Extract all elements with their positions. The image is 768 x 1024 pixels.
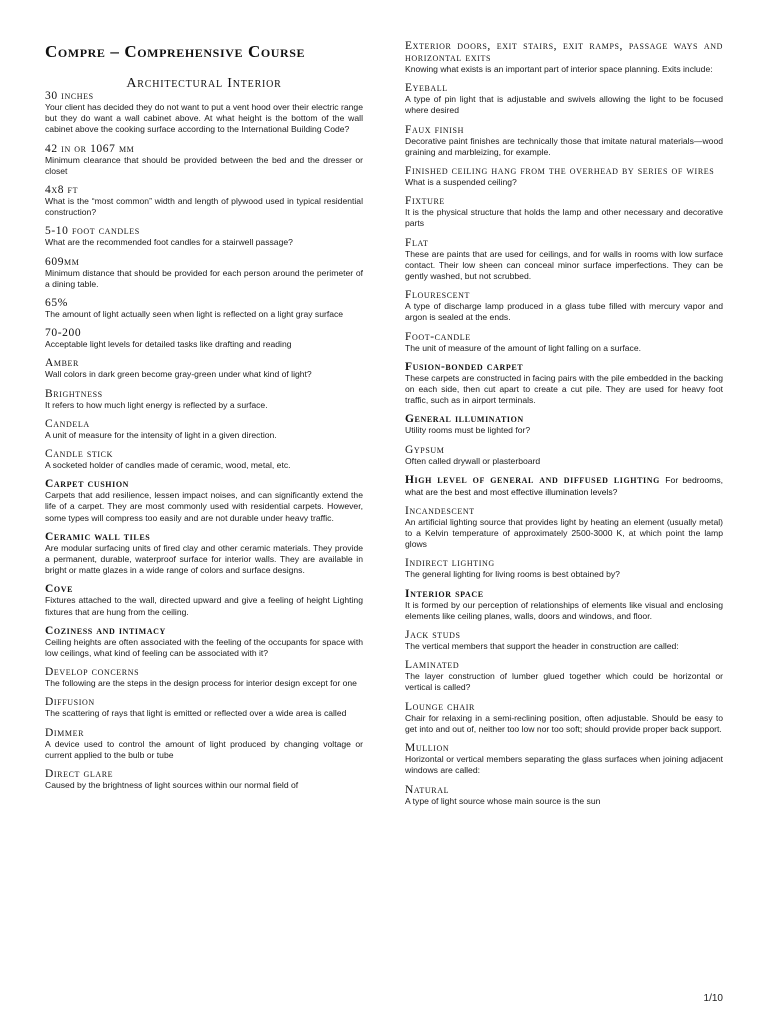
entry-definition: Fixtures attached to the wall, directed upward and give a feeling of height Lighting fixtures that are hung from the ceiling. bbox=[45, 595, 363, 617]
glossary-entry bbox=[405, 742, 723, 776]
entry-definition: The unit of measure of the amount of light falling on a surface. bbox=[405, 342, 641, 353]
glossary-entry bbox=[405, 784, 723, 807]
entry-definition: Acceptable light levels for detailed tasks like drafting and reading bbox=[45, 339, 292, 350]
entry-term bbox=[45, 583, 363, 595]
entry-definition: Minimum distance that should be provided for each person around the perimeter of a dining table. bbox=[45, 267, 363, 289]
entry-definition: The layer construction of lumber glued together which could be horizontal or vertical is called? bbox=[405, 671, 723, 693]
entry-term-text: Flourescent bbox=[405, 289, 470, 302]
glossary-entry bbox=[405, 659, 723, 693]
entry-term bbox=[45, 625, 363, 637]
entry-term-text: Fusion-bonded carpet bbox=[405, 360, 524, 373]
entry-term bbox=[405, 165, 723, 177]
entry-term bbox=[405, 237, 723, 249]
entry-term bbox=[405, 331, 723, 343]
glossary-entry bbox=[405, 195, 723, 229]
entry-term bbox=[405, 784, 723, 796]
entry-definition: A device used to control the amount of light produced by changing voltage or current applied to the bulb or tube bbox=[45, 738, 363, 760]
entry-definition: It is the physical structure that holds the lamp and other necessary and decorative parts bbox=[405, 207, 723, 229]
glossary-entry bbox=[405, 505, 723, 551]
glossary-entry bbox=[45, 388, 363, 411]
entry-term bbox=[405, 588, 723, 600]
glossary-entry bbox=[405, 474, 723, 498]
entry-definition: The following are the steps in the design process for interior design except for one bbox=[45, 678, 357, 689]
entry-term bbox=[45, 225, 363, 237]
glossary-entry bbox=[45, 297, 363, 320]
entry-term bbox=[405, 361, 723, 373]
right-column bbox=[405, 40, 723, 814]
entry-definition: A type of discharge lamp produced in a glass tube filled with mercury vapor and argon is sealed at the ends. bbox=[405, 301, 723, 323]
glossary-entry bbox=[405, 413, 723, 436]
entry-term bbox=[405, 195, 723, 207]
entry-term-text: Cove bbox=[45, 583, 74, 596]
entry-definition: Knowing what exists is an important part of interior space planning. Exits include: bbox=[405, 64, 713, 74]
entry-term-text: Interior space bbox=[405, 587, 484, 600]
entry-definition: Often called drywall or plasterboard bbox=[405, 455, 541, 466]
entry-term-text: Develop concerns bbox=[45, 666, 140, 679]
entry-term bbox=[45, 388, 363, 400]
entry-term-text: Fixture bbox=[405, 195, 445, 208]
glossary-entry bbox=[405, 40, 723, 75]
glossary-entry bbox=[405, 124, 723, 158]
entry-term bbox=[45, 666, 363, 678]
entry-term bbox=[45, 696, 363, 708]
entry-term-text: Natural bbox=[405, 783, 450, 796]
glossary-entry bbox=[45, 666, 363, 689]
entry-definition: Wall colors in dark green become gray-green under what kind of light? bbox=[45, 369, 312, 380]
entry-definition: An artificial lighting source that provides light by heating an element (usually metal) to a Kelvin temperature of approximately 2500-3000 K, at which point the lamp glows bbox=[405, 516, 723, 550]
entry-definition: It is formed by our perception of relationships of elements like visual and enclosing elements like ceiling planes, walls, doors and windows, and floor. bbox=[405, 599, 723, 621]
entry-term bbox=[405, 124, 723, 136]
entry-definition: Ceiling heights are often associated with the feeling of the occupants for space with low ceilings, what kind of feeling can be associated with it? bbox=[45, 636, 363, 659]
entry-term bbox=[45, 531, 363, 543]
entry-term bbox=[45, 418, 363, 430]
entry-term-text: 42 in or 1067 mm bbox=[45, 142, 135, 155]
entry-definition: Are modular surfacing units of fired clay and other ceramic materials. They provide a permanent, durable, waterproof surface for interior walls. They are available in bright or matte glazes in a wide range of colors and surface designs. bbox=[45, 542, 363, 576]
entry-term-text: Flat bbox=[405, 236, 429, 249]
entry-definition: Chair for relaxing in a semi-reclining position, often adjustable. Should be easy to get into and out of, neither too low nor too soft; should provide proper back support. bbox=[405, 712, 723, 734]
glossary-entry bbox=[45, 143, 363, 177]
entry-definition: Minimum clearance that should be provided between the bed and the dresser or closet bbox=[45, 154, 363, 176]
entry-definition: The vertical members that support the header in construction are called: bbox=[405, 641, 679, 652]
entry-term-text: Faux finish bbox=[405, 123, 464, 136]
glossary-entry bbox=[405, 82, 723, 116]
entry-definition: Utility rooms must be lighted for? bbox=[405, 425, 531, 436]
entry-term bbox=[45, 478, 363, 490]
entry-term bbox=[45, 143, 363, 155]
entry-term-text: 30 inches bbox=[45, 90, 94, 102]
entry-term-text: Carpet cushion bbox=[45, 478, 130, 491]
entry-definition: A unit of measure for the intensity of light in a given direction. bbox=[45, 429, 277, 440]
entry-term-text: Eyeball bbox=[405, 82, 448, 95]
entry-definition: Carpets that add resilience, lessen impact noises, and can significantly extend the life of a carpet. They are most commonly used with residential carpets. However, some types will compress too easily and are not durable under heavy traffic. bbox=[45, 490, 363, 523]
entry-term bbox=[405, 474, 723, 498]
entry-definition: What is a suspended ceiling? bbox=[405, 177, 517, 188]
entry-term-text: Diffusion bbox=[45, 696, 95, 709]
glossary-entry bbox=[405, 701, 723, 735]
entry-term-text: Gypsum bbox=[405, 443, 445, 456]
entry-term bbox=[45, 256, 363, 268]
entry-term-text: Laminated bbox=[405, 659, 460, 672]
left-entry-list bbox=[45, 90, 363, 791]
entry-term bbox=[405, 82, 723, 94]
entry-term bbox=[405, 289, 723, 301]
glossary-entry bbox=[45, 531, 363, 577]
glossary-entry bbox=[45, 625, 363, 659]
entry-term bbox=[405, 40, 723, 64]
entry-term bbox=[405, 557, 723, 569]
glossary-entry bbox=[405, 165, 723, 188]
entry-definition: A type of light source whose main source is the sun bbox=[405, 795, 601, 806]
entry-term-text: Mullion bbox=[405, 742, 450, 755]
entry-term bbox=[45, 448, 363, 460]
right-entry-list bbox=[405, 40, 723, 807]
entry-definition: Your client has decided they do not want to put a vent hood over their electric range but they do want a wall cabinet above. At what height is the bottom of the wall cabinet above the cooking surface according to the International Building Code? bbox=[45, 102, 363, 135]
glossary-entry bbox=[45, 448, 363, 471]
glossary-entry bbox=[45, 90, 363, 136]
entry-definition: Caused by the brightness of light sources within our normal field of bbox=[45, 780, 299, 791]
entry-term-text: Brightness bbox=[45, 387, 103, 400]
entry-term-text: Incandescent bbox=[405, 504, 475, 517]
glossary-entry bbox=[45, 418, 363, 441]
entry-term-text: Amber bbox=[45, 357, 79, 370]
entry-term bbox=[405, 629, 723, 641]
entry-definition: Horizontal or vertical members separating the glass surfaces when joining adjacent windows are called: bbox=[405, 754, 723, 776]
entry-term bbox=[405, 701, 723, 713]
entry-definition: The amount of light actually seen when light is reflected on a light gray surface bbox=[45, 309, 344, 320]
entry-term-text: Ceramic wall tiles bbox=[45, 530, 151, 543]
glossary-entry bbox=[45, 357, 363, 380]
entry-term bbox=[45, 184, 363, 196]
glossary-entry bbox=[45, 478, 363, 524]
entry-definition: It refers to how much light energy is reflected by a surface. bbox=[45, 399, 268, 410]
entry-term bbox=[45, 327, 363, 339]
glossary-entry bbox=[45, 727, 363, 761]
entry-definition: The scattering of rays that light is emitted or reflected over a wide area is called bbox=[45, 708, 347, 719]
entry-term-text: Coziness and intimacy bbox=[45, 624, 166, 637]
glossary-entry bbox=[405, 237, 723, 283]
entry-term-text: Lounge chair bbox=[405, 700, 475, 713]
entry-term-text: Candela bbox=[45, 417, 90, 430]
entry-term bbox=[405, 742, 723, 754]
glossary-entry bbox=[45, 327, 363, 350]
glossary-entry bbox=[45, 225, 363, 248]
glossary-entry bbox=[45, 256, 363, 290]
entry-definition: What is the “most common” width and length of plywood used in typical residential construction? bbox=[45, 196, 363, 218]
glossary-entry bbox=[405, 444, 723, 467]
entry-term-text: Foot-candle bbox=[405, 330, 471, 343]
glossary-entry bbox=[405, 331, 723, 354]
entry-definition: These carpets are constructed in facing pairs with the pile embedded in the backing on each side, then cut apart to create a cut pile. They are used for heavy foot traffic, such as in airport terminals. bbox=[405, 372, 723, 406]
entry-term bbox=[405, 659, 723, 671]
entry-term bbox=[45, 768, 363, 780]
entry-term-text: Finished ceiling hang from the overhead by series of wires bbox=[405, 165, 715, 178]
entry-term-text: 5-10 foot candles bbox=[45, 225, 140, 238]
glossary-entry bbox=[405, 289, 723, 323]
entry-inline-definition: For bedrooms, what are the best and most effective illumination levels? bbox=[405, 474, 724, 497]
document-subtitle: Architectural Interior bbox=[126, 76, 282, 91]
entry-term bbox=[45, 357, 363, 369]
left-column bbox=[45, 40, 363, 798]
glossary-entry bbox=[45, 696, 363, 719]
entry-term bbox=[405, 444, 723, 456]
entry-term-text: Direct glare bbox=[45, 768, 114, 781]
entry-term bbox=[405, 413, 723, 425]
entry-definition: Decorative paint finishes are technically those that imitate natural materials—wood graining and marbleizing, for example. bbox=[405, 135, 723, 157]
glossary-entry bbox=[45, 184, 363, 218]
entry-term-text: Jack studs bbox=[405, 629, 461, 642]
entry-term-text: Indirect lighting bbox=[405, 557, 495, 570]
entry-term-text: 4x8 ft bbox=[45, 184, 79, 197]
entry-term-text: Candle stick bbox=[45, 448, 113, 461]
entry-definition: What are the recommended foot candles for a stairwell passage? bbox=[45, 237, 293, 248]
entry-term-text: General illumination bbox=[405, 413, 524, 426]
page-number: 1/10 bbox=[703, 993, 723, 1004]
glossary-entry bbox=[405, 361, 723, 407]
glossary-entry bbox=[405, 557, 723, 580]
entry-term-text: 609mm bbox=[45, 255, 80, 268]
glossary-entry bbox=[45, 583, 363, 617]
glossary-entry bbox=[405, 588, 723, 622]
entry-definition: A type of pin light that is adjustable and swivels allowing the light to be focused where desired bbox=[405, 94, 723, 116]
entry-definition: A socketed holder of candles made of ceramic, wood, metal, etc. bbox=[45, 460, 291, 471]
entry-term-text: Dimmer bbox=[45, 726, 85, 739]
entry-term-text: 65% bbox=[45, 297, 68, 310]
entry-definition: These are paints that are used for ceilings, and for walls in rooms with low surface contact. Their low sheen can conceal minor surface imperfections. They can be gently washed, but not scrubbed. bbox=[405, 248, 723, 282]
entry-term-text: Exterior doors, exit stairs, exit ramps, passage ways and horizontal exits bbox=[405, 40, 723, 64]
entry-definition: The general lighting for living rooms is best obtained by? bbox=[405, 569, 620, 580]
entry-term bbox=[45, 727, 363, 739]
document-title: Compre – Comprehensive Course bbox=[45, 42, 306, 61]
entry-term-text: 70-200 bbox=[45, 327, 82, 340]
entry-term-text: High level of general and diffused lighting bbox=[405, 473, 660, 486]
entry-term bbox=[405, 505, 723, 517]
glossary-entry bbox=[45, 768, 363, 791]
entry-term bbox=[45, 297, 363, 309]
glossary-entry bbox=[405, 629, 723, 652]
